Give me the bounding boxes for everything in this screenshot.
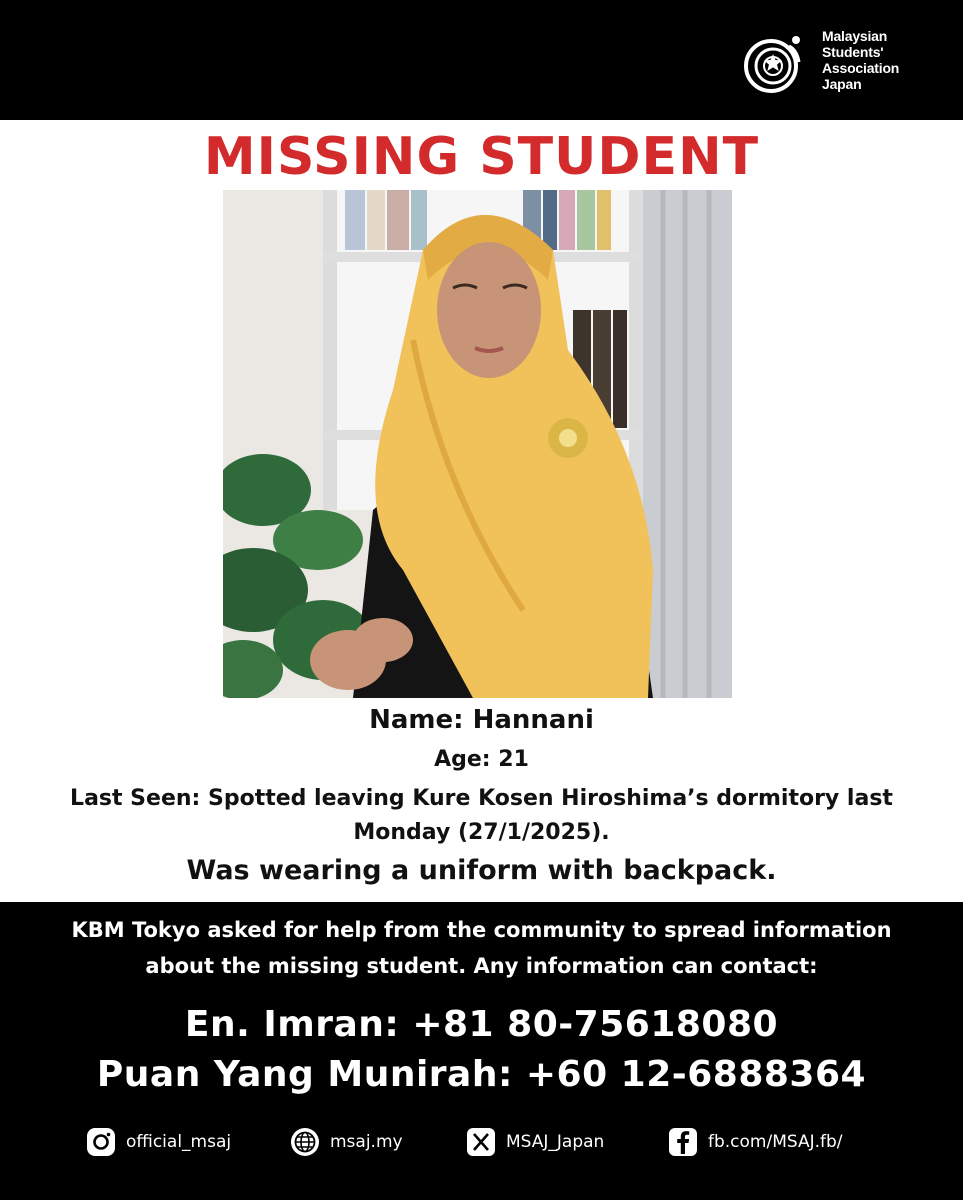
student-age: Age: 21 — [434, 747, 529, 772]
top-band — [0, 0, 963, 120]
appeal-message: KBM Tokyo asked for help from the community to spread information about the missing student. Any information can contact: — [71, 918, 892, 978]
student-photo — [223, 190, 732, 698]
clothing-description: Was wearing a uniform with backpack. — [186, 855, 777, 886]
msaj-logo — [740, 26, 920, 96]
social-instagram[interactable] — [86, 1122, 231, 1162]
x-handle: MSAJ_Japan — [506, 1132, 605, 1152]
msaj-logo-icon — [740, 30, 806, 96]
social-x[interactable] — [466, 1122, 604, 1162]
student-photo-illustration — [223, 190, 732, 698]
headline: MISSING STUDENT — [203, 127, 760, 187]
globe-icon — [290, 1127, 320, 1157]
contact-imran: En. Imran: +81 80-75618080 — [184, 1004, 779, 1045]
student-name: Name: Hannani — [369, 705, 594, 735]
org-name-line-3: Association — [822, 60, 900, 76]
facebook-url: fb.com/MSAJ.fb/ — [708, 1132, 843, 1152]
org-name — [822, 28, 899, 92]
org-name-line-2: Students' — [822, 44, 884, 60]
instagram-handle: official_msaj — [126, 1132, 232, 1152]
social-links — [0, 1122, 963, 1162]
instagram-icon — [86, 1127, 116, 1157]
social-website[interactable] — [290, 1122, 403, 1162]
x-icon — [466, 1127, 496, 1157]
website-url: msaj.my — [330, 1132, 403, 1152]
org-name-line-4: Japan — [822, 76, 862, 92]
student-details — [0, 700, 963, 890]
social-facebook[interactable] — [668, 1122, 843, 1162]
last-seen: Last Seen: Spotted leaving Kure Kosen Hiroshima’s dormitory last Monday (27/1/2025). — [70, 786, 893, 845]
facebook-icon — [668, 1127, 698, 1157]
org-name-line-1: Malaysian — [822, 28, 888, 44]
contact-munirah: Puan Yang Munirah: +60 12-6888364 — [96, 1054, 867, 1095]
